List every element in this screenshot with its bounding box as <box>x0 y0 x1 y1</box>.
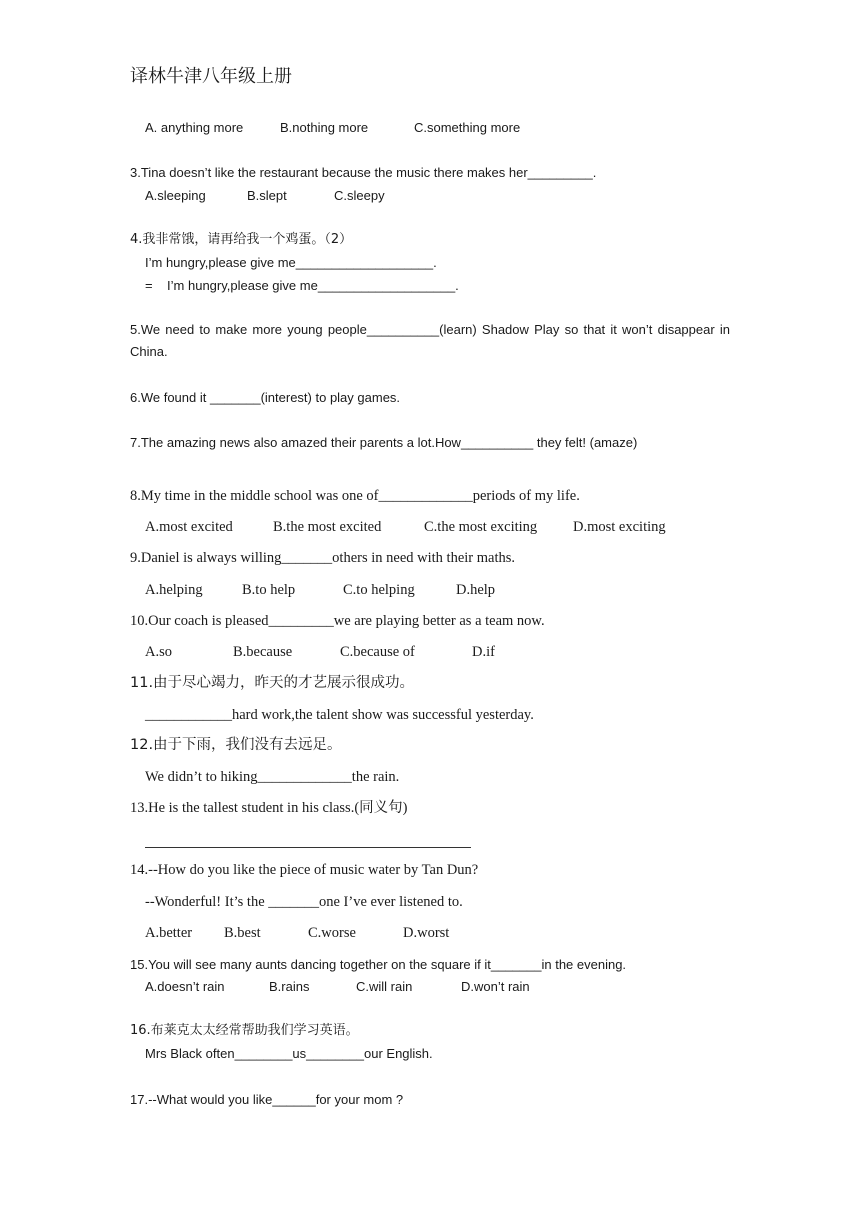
question-stem: 15.You will see many aunts dancing together on the square if it_______in the evening. <box>130 957 627 972</box>
option-a: A.sleeping <box>145 188 206 203</box>
answer-line: Mrs Black often________us________our English. <box>145 1046 433 1061</box>
option-b: B.to help <box>242 582 296 598</box>
question-stem: 13.He is the tallest student in his class.(同义句) <box>130 800 408 816</box>
question-stem: 12.由于下雨，我们没有去远足。 <box>130 737 342 753</box>
option-c: C.the most exciting <box>424 519 538 535</box>
option-d: D.help <box>456 582 496 598</box>
option-d: D.worst <box>403 925 450 941</box>
answer-blank-line <box>145 847 471 848</box>
question-17-stem: 17.--What would you like______for your mom ? <box>130 1092 404 1107</box>
question-stem: 11.由于尽心竭力，昨天的才艺展示很成功。 <box>130 675 415 691</box>
answer-line: ____________hard work,the talent show was successful yesterday. <box>145 707 534 723</box>
question-stem: 14.--How do you like the piece of music water by Tan Dun? <box>130 862 479 878</box>
option-a: A.doesn’t rain <box>145 979 225 994</box>
option-c: C.worse <box>308 925 356 941</box>
question-stem: 16.布莱克太太经常帮助我们学习英语。 <box>130 1023 359 1038</box>
option-c: C.will rain <box>356 979 413 994</box>
option-b: B.the most excited <box>273 519 382 535</box>
option-b: B.rains <box>269 979 310 994</box>
page-title: 译林牛津八年级上册 <box>130 66 292 87</box>
answer-line: We didn’t to hiking_____________the rain. <box>145 769 400 785</box>
question-stem: 10.Our coach is pleased_________we are playing better as a team now. <box>130 613 545 629</box>
option-c: C.because of <box>340 644 415 660</box>
option-c: C.something more <box>414 120 521 135</box>
option-b: B.slept <box>247 188 287 203</box>
answer-line-1: I’m hungry,please give me___________________. <box>145 255 437 270</box>
question-6-stem: 6.We found it _______(interest) to play games. <box>130 390 401 405</box>
option-a: A.so <box>145 644 172 660</box>
option-d: D.won’t rain <box>461 979 530 994</box>
option-a: A.most excited <box>145 519 233 535</box>
question-7-stem: 7.The amazing news also amazed their parents a lot.How__________ they felt! (amaze) <box>130 435 638 450</box>
option-d: D.most exciting <box>573 519 666 535</box>
question-stem: 8.My time in the middle school was one of_____________periods of my life. <box>130 488 580 504</box>
question-stem: 3.Tina doesn’t like the restaurant because the music there makes her_________. <box>130 165 597 180</box>
question-stem: 4.我非常饿，请再给我一个鸡蛋。（2） <box>130 232 353 247</box>
option-b: B.nothing more <box>280 120 369 135</box>
question-stem: 9.Daniel is always willing_______others in need with their maths. <box>130 550 515 566</box>
option-c: C.to helping <box>343 582 415 598</box>
option-c: C.sleepy <box>334 188 385 203</box>
option-d: D.if <box>472 644 495 660</box>
answer-line-2: = I’m hungry,please give me___________________. <box>145 278 459 293</box>
option-a: A.helping <box>145 582 203 598</box>
dialogue-line: --Wonderful! It’s the _______one I’ve ever listened to. <box>145 894 463 910</box>
question-5-stem: 5.We need to make more young people__________(learn) Shadow Play so that it won’t disappear in China. <box>130 322 730 359</box>
option-a: A.better <box>145 925 193 941</box>
option-b: B.because <box>233 644 293 660</box>
option-b: B.best <box>224 925 261 941</box>
option-a: A. anything more <box>145 120 244 135</box>
